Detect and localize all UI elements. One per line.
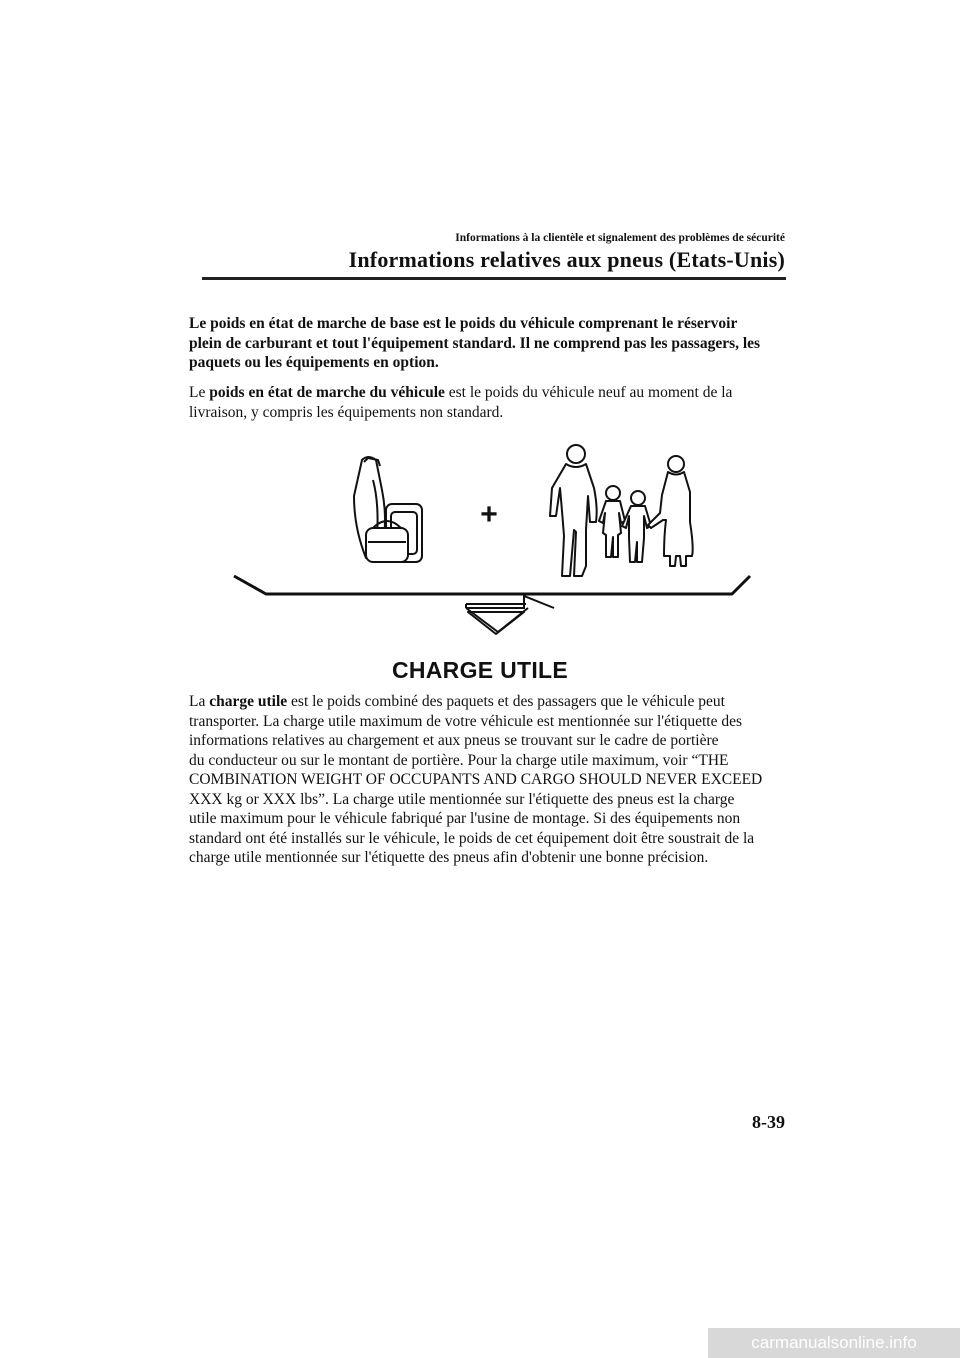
plus-sign: + bbox=[480, 498, 498, 531]
header-subtitle: Informations à la clientèle et signalement des problèmes de sécurité bbox=[455, 232, 785, 244]
text-line: charge utile mentionnée sur l'étiquette des pneus afin d'obtenir une bonne précision. bbox=[189, 849, 709, 866]
paragraph-payload bbox=[189, 692, 789, 868]
bracket-line bbox=[234, 576, 750, 594]
text-line: plein de carburant et tout l'équipement standard. Il ne comprend pas les passagers, les bbox=[189, 334, 761, 352]
watermark: carmanualsonline.info bbox=[708, 1328, 960, 1358]
paragraph-curb-weight bbox=[189, 314, 789, 373]
text-line bbox=[189, 383, 789, 403]
text-line: utile maximum pour le véhicule fabriqué par l'usine de montage. Si des équipements non bbox=[189, 810, 741, 827]
family-icon bbox=[550, 445, 693, 576]
text-line: XXX kg or XXX lbs”. La charge utile mentionnée sur l'étiquette des pneus est la charge bbox=[189, 790, 735, 808]
payload-illustration bbox=[228, 440, 756, 640]
arrow-down-icon bbox=[466, 596, 554, 632]
text-line: livraison, y compris les équipements non standard. bbox=[189, 403, 504, 421]
paragraph-vehicle-weight bbox=[189, 383, 789, 422]
luggage-icon bbox=[354, 457, 422, 562]
text-line: COMBINATION WEIGHT OF OCCUPANTS AND CARGO SHOULD NEVER EXCEED bbox=[189, 771, 763, 788]
header-rule bbox=[202, 277, 786, 280]
term-vehicle-weight: poids en état de marche du véhicule bbox=[209, 384, 445, 401]
header-title: Informations relatives aux pneus (Etats-Unis) bbox=[348, 247, 785, 272]
text-line: Le poids en état de marche de base est le poids du véhicule comprenant le réservoir bbox=[189, 315, 738, 332]
text-line: standard ont été installés sur le véhicule, le poids de cet équipement doit être soustrait de la bbox=[189, 829, 755, 847]
text-rest: est le poids du véhicule neuf au moment de la bbox=[444, 384, 733, 401]
term-payload: charge utile bbox=[209, 693, 288, 710]
text-line: informations relatives au chargement et aux pneus se trouvant sur le cadre de portière bbox=[189, 732, 719, 749]
page-number: 8-39 bbox=[752, 1112, 785, 1132]
text-lead: La bbox=[189, 693, 210, 710]
text-line: paquets ou les équipements en option. bbox=[189, 354, 439, 371]
illustration-caption: CHARGE UTILE bbox=[391, 657, 569, 683]
text-lead: Le bbox=[189, 384, 210, 401]
text-line: transporter. La charge utile maximum de votre véhicule est mentionnée sur l'étiquette des bbox=[189, 712, 743, 730]
text-line bbox=[189, 692, 789, 712]
text-line: du conducteur ou sur le montant de portière. Pour la charge utile maximum, voir “THE bbox=[189, 751, 729, 769]
text-rest: est le poids combiné des paquets et des passagers que le véhicule peut bbox=[287, 693, 725, 710]
